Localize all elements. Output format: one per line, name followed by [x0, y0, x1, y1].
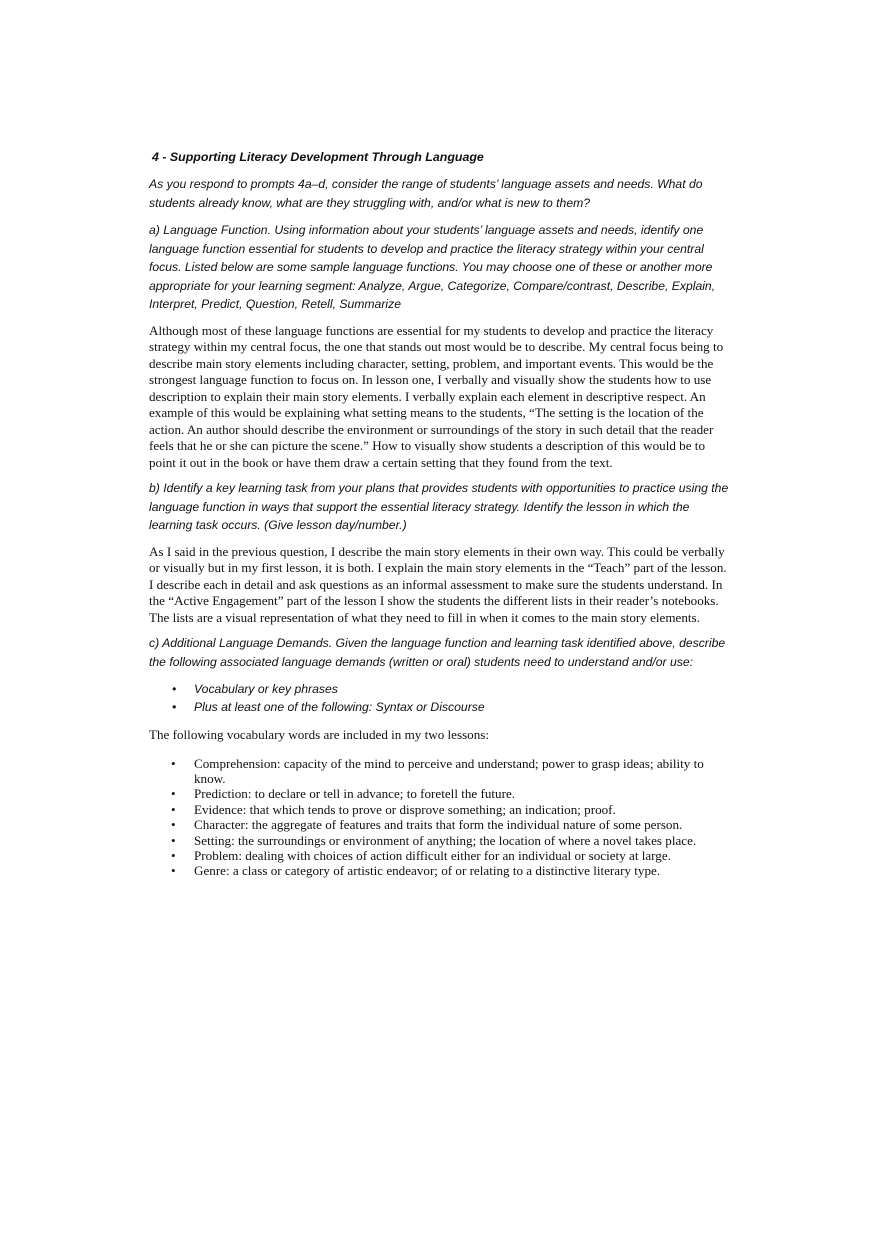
vocab-intro: The following vocabulary words are included in my two lessons: [149, 727, 490, 742]
answer-b: As I said in the previous question, I describe the main story elements in their own way. This could be verbally or visually but in my first lesson, it is both. I explain the main story elements in the “Teach” part of the lesson. I describe each in detail and ask questions as an informal assessment to make sure the students understand. In the “Active Engagement” part of the lesson I show the students the different lists in their reader’s notebooks. The lists are a visual representation of what they need to fill in when it comes to the main story elements. [149, 543, 727, 625]
prompt-a: a) Language Function. Using information about your students’ language assets and needs, identify one language function essential for students to develop and practice the literacy strategy within your central focus. Listed below are some sample language functions. You may choose one of these or another more appropriate for your learning segment: Analyze, Argue, Categorize, Compare/contrast, Describe, Explain, Interpret, Predict, Question, Retell, Summarize [149, 223, 716, 311]
vocab-item-text: Genre: a class or category of artistic endeavor; of or relating to a distinctive literary type. [194, 863, 661, 879]
bullet-icon: • [171, 832, 176, 848]
vocab-item-text: Comprehension: capacity of the mind to perceive and understand; power to grasp ideas; ability to know. [194, 755, 704, 786]
vocab-item-text: Problem: dealing with choices of action difficult either for an individual or society at large. [194, 847, 671, 863]
list-item [149, 802, 731, 817]
vocab-item-text: Setting: the surroundings or environment of anything; the location of where a novel takes place. [194, 832, 697, 848]
answer-a: Although most of these language functions are essential for my students to develop and practice the literacy strategy within my central focus, the one that stands out most would be to describe. My central focus being to describe main story elements including character, setting, problem, and important events. This would be the strongest language function to focus on. In lesson one, I verbally and visually show the students how to use description to explain their main story elements. I verbally explain each element in descriptive respect. An example of this would be explaining what setting means to the students, “The setting is the location of the action. An author should describe the environment or surroundings of the story in such detail that the reader feels that he or she can picture the scene.” How to visually show students a description of this would be to point it out in the book or have them draw a certain setting that they found from the text. [149, 322, 724, 470]
document-body [149, 148, 731, 879]
prompt-c-list [149, 680, 731, 716]
intro-prompt: As you respond to prompts 4a–d, consider the range of students’ language assets and needs. What do students already know, what are they struggling with, and/or what is new to them? [149, 177, 703, 210]
vocab-item-text: Prediction: to declare or tell in advance; to foretell the future. [194, 786, 516, 802]
vocab-item-text: Evidence: that which tends to prove or disprove something; an indication; proof. [194, 801, 616, 817]
bullet-icon: • [171, 863, 176, 879]
prompt-b: b) Identify a key learning task from your plans that provides students with opportunities to practice using the language function in ways that support the essential literacy strategy. Identify the lesson in which the learning task occurs. (Give lesson day/number.) [149, 481, 729, 532]
list-item-text: Plus at least one of the following: Syntax or Discourse [194, 700, 485, 714]
section-heading: 4 - Supporting Literacy Development Through Language [152, 150, 484, 164]
vocab-list [149, 756, 731, 879]
list-item [149, 756, 731, 787]
vocab-item-text: Character: the aggregate of features and traits that form the individual nature of some person. [194, 817, 683, 833]
list-item [149, 698, 731, 716]
bullet-icon: • [171, 817, 176, 833]
list-item [149, 680, 731, 698]
list-item [149, 817, 731, 832]
list-item-text: Vocabulary or key phrases [194, 682, 338, 696]
bullet-icon: • [172, 700, 177, 714]
list-item [149, 833, 731, 848]
list-item [149, 786, 731, 801]
bullet-icon: • [172, 682, 177, 696]
prompt-c: c) Additional Language Demands. Given the language function and learning task identified above, describe the following associated language demands (written or oral) students need to understand and/or use: [149, 636, 726, 669]
bullet-icon: • [171, 801, 176, 817]
list-item [149, 863, 731, 878]
bullet-icon: • [171, 755, 176, 771]
bullet-icon: • [171, 786, 176, 802]
bullet-icon: • [171, 847, 176, 863]
list-item [149, 848, 731, 863]
